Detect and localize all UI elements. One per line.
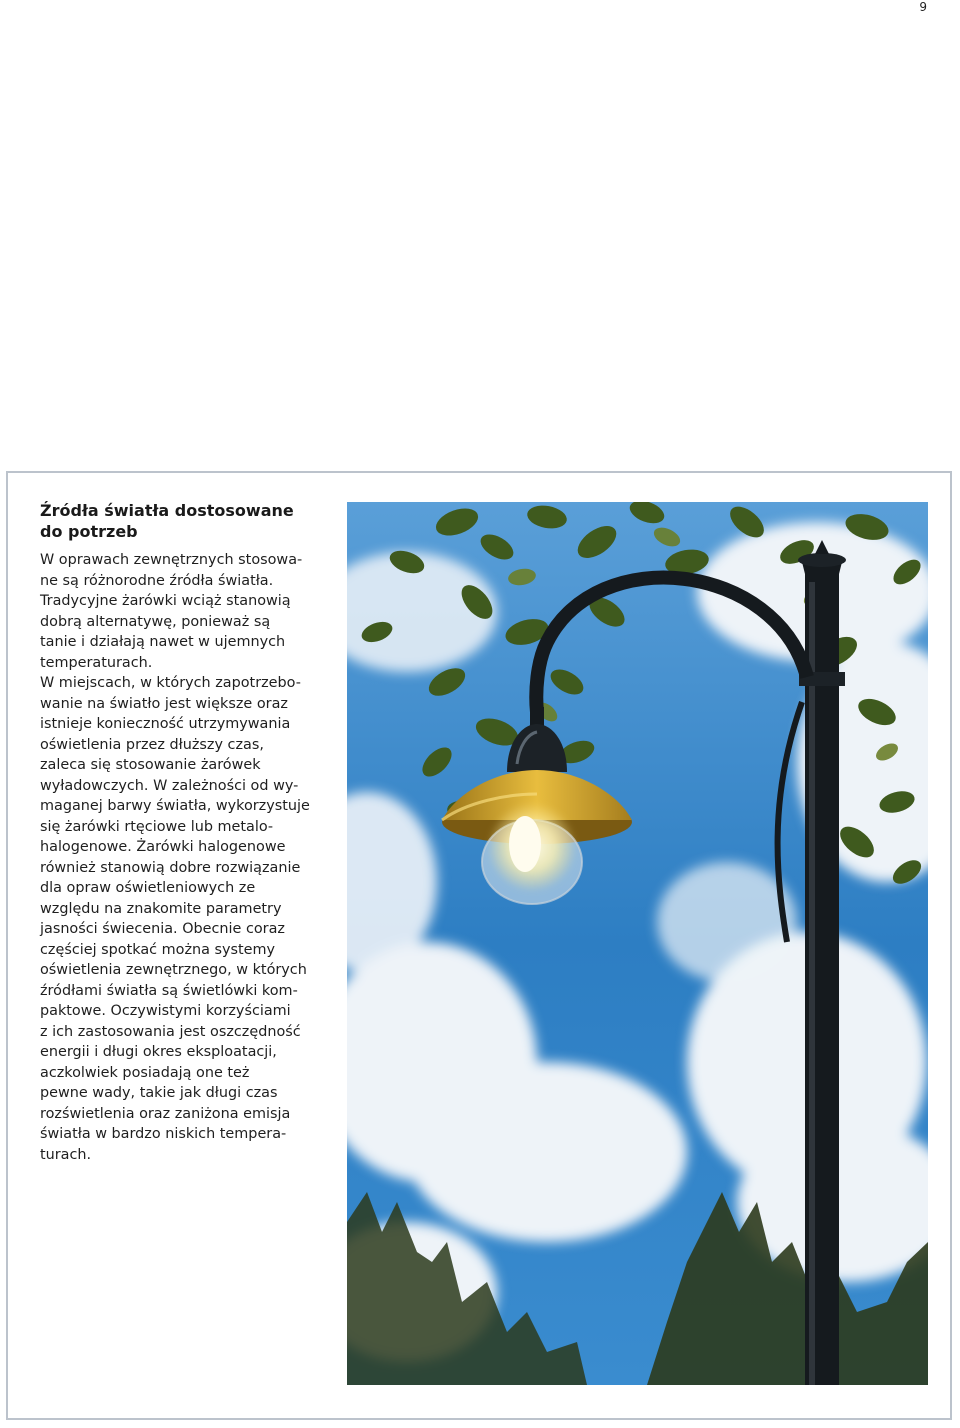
article-text-column bbox=[40, 500, 330, 1165]
body-line: istnieje konieczność utrzymywania bbox=[40, 716, 291, 732]
body-line: W miejscach, w których zapotrzebo- bbox=[40, 675, 301, 691]
body-line: W oprawach zewnętrznych stosowa- bbox=[40, 552, 303, 568]
body-line: energii i długi okres eksploatacji, bbox=[40, 1044, 277, 1060]
body-line: światła w bardzo niskich tempera- bbox=[40, 1126, 287, 1142]
body-line: paktowe. Oczywistymi korzyściami bbox=[40, 1003, 291, 1019]
heading-line: Źródła światła dostosowane bbox=[40, 501, 294, 520]
body-line: z ich zastosowania jest oszczędność bbox=[40, 1023, 301, 1040]
body-line: źródłami światła są świetlówki kom- bbox=[40, 982, 298, 999]
street-lamp-photo bbox=[347, 502, 928, 1385]
body-line: tanie i działają nawet w ujemnych bbox=[40, 634, 286, 650]
body-line: maganej barwy światła, wykorzystuje bbox=[40, 798, 310, 814]
body-line: turach. bbox=[40, 1146, 92, 1163]
article-body bbox=[40, 550, 330, 1165]
body-line: jasności świecenia. Obecnie coraz bbox=[40, 921, 285, 937]
body-line: się żarówki rtęciowe lub metalo- bbox=[40, 818, 274, 835]
body-line: aczkolwiek posiadają one też bbox=[40, 1064, 250, 1081]
body-line: częściej spotkać można systemy bbox=[40, 941, 276, 958]
body-line: dla opraw oświetleniowych ze bbox=[40, 880, 256, 896]
body-line: dobrą alternatywę, ponieważ są bbox=[40, 613, 271, 630]
body-line: oświetlenia zewnętrznego, w których bbox=[40, 962, 307, 978]
street-lamp-illustration bbox=[347, 502, 928, 1385]
body-line: oświetlenia przez dłuższy czas, bbox=[40, 736, 264, 753]
page-number: 9 bbox=[919, 0, 927, 14]
body-line: ne są różnorodne źródła światła. bbox=[40, 572, 274, 589]
body-line: temperaturach. bbox=[40, 654, 153, 671]
body-line: halogenowe. Żarówki halogenowe bbox=[40, 839, 286, 855]
body-line: wyładowczych. W zależności od wy- bbox=[40, 777, 299, 794]
body-line: względu na znakomite parametry bbox=[40, 900, 282, 917]
body-line: wanie na światło jest większe oraz bbox=[40, 695, 288, 712]
body-line: pewne wady, takie jak długi czas bbox=[40, 1085, 278, 1101]
body-line: rozświetlenia oraz zaniżona emisja bbox=[40, 1105, 291, 1122]
body-line: zaleca się stosowanie żarówek bbox=[40, 757, 261, 773]
body-line: Tradycyjne żarówki wciąż stanowią bbox=[40, 593, 291, 609]
heading-line: do potrzeb bbox=[40, 522, 138, 541]
body-line: również stanowią dobre rozwiązanie bbox=[40, 859, 301, 876]
article-heading bbox=[40, 500, 330, 542]
